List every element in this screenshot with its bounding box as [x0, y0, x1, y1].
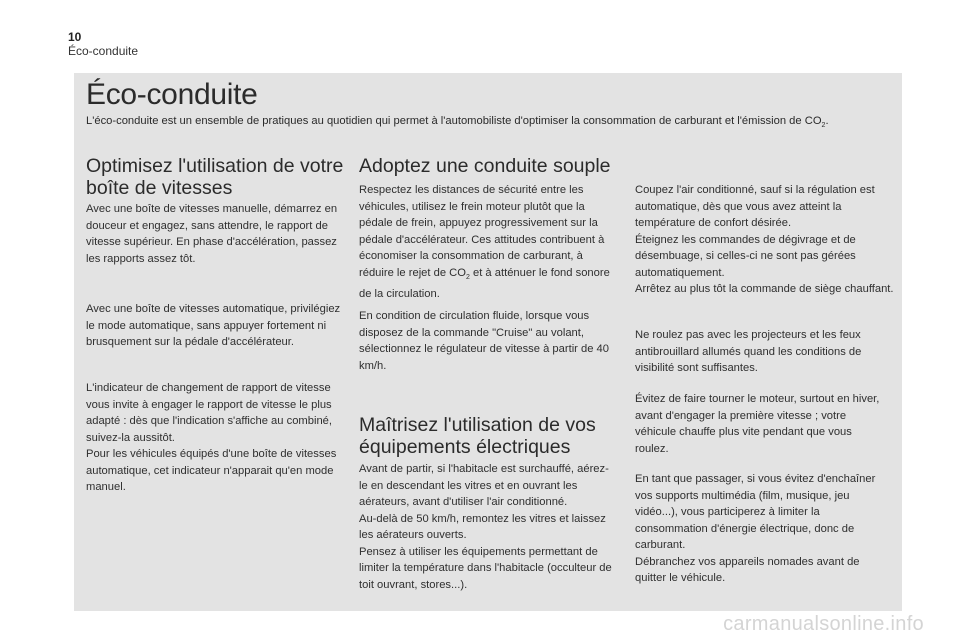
- paragraph-ventilation-line1: Avant de partir, si l'habitacle est surchauffé, aérez-le en descendant les vitres et en ouvrant les aérateurs, avant d'utiliser l'air conditionné.: [359, 463, 609, 508]
- paragraph-ac-line1: Coupez l'air conditionné, sauf si la régulation est automatique, dès que vous avez atteint la température de confort désirée.: [635, 184, 875, 229]
- heading-electrical-equipment: Maîtrisez l'utilisation de vos équipements électriques: [359, 414, 596, 458]
- section-header: Éco-conduite: [68, 44, 139, 58]
- paragraph-ventilation: [359, 461, 617, 593]
- paragraph-multimedia-line1: En tant que passager, si vous évitez d'enchaîner vos supports multimédia (film, musique, jeu vidéo...), vous participerez à limiter la consommation d'énergie électrique, donc de carburant.: [635, 473, 876, 551]
- page-number: 10: [68, 30, 82, 44]
- paragraph-safety-distance: Respectez les distances de sécurité entre les véhicules, utilisez le frein moteur plutôt que la pédale de frein, appuyez progressivement sur la pédale d'accélérateur. Ces attitudes contribuent à économiser la consommation de carburant, à réduire le rejet de $CO_2$ et à atténuer le fond sonore de la circulation.: [359, 184, 610, 301]
- paragraph-multimedia: [635, 471, 893, 587]
- paragraph-air-conditioning: [635, 182, 895, 298]
- paragraph-manual-gearbox: Avec une boîte de vitesses manuelle, démarrez en douceur et engagez, sans attendre, le rapport de vitesse supérieur. En phase d'accélération, passez les rapports assez tôt.: [86, 203, 338, 265]
- intro-paragraph: L'éco-conduite est un ensemble de pratiques au quotidien qui permet à l'automobiliste d'optimiser la consommation de carburant et l'émission de $CO_2$.: [86, 115, 829, 130]
- heading-gearbox: Optimisez l'utilisation de votre boîte de vitesses: [86, 155, 344, 199]
- paragraph-cruise-control: En condition de circulation fluide, lorsque vous disposez de la commande "Cruise" au volant, sélectionnez le régulateur de vitesse à partir de 40 km/h.: [359, 310, 610, 372]
- paragraph-ventilation-line3: Pensez à utiliser les équipements permettant de limiter la température dans l'habitacle (occulteur de toit ouvrant, stores...).: [359, 545, 612, 591]
- watermark-text: carmanualsonline.info: [723, 613, 924, 635]
- paragraph-automatic-gearbox: Avec une boîte de vitesses automatique, privilégiez le mode automatique, sans appuyer fortement ni brusquement sur la pédale d'accélérateur.: [86, 303, 341, 348]
- paragraph-engine-idle: Évitez de faire tourner le moteur, surtout en hiver, avant d'engager la première vitesse ; votre véhicule chauffe plus vite pendant que vous roulez.: [635, 393, 880, 455]
- heading-smooth-driving: Adoptez une conduite souple: [359, 155, 611, 177]
- paragraph-multimedia-line2: Débranchez vos appareils nomades avant de quitter le véhicule.: [635, 555, 860, 584]
- paragraph-ac-line2: Éteignez les commandes de dégivrage et de désembuage, si celles-ci ne sont pas gérées automatiquement.: [635, 233, 856, 279]
- paragraph-gear-indicator-line1: L'indicateur de changement de rapport de vitesse vous invite à engager le rapport de vitesse le plus adapté : dès que l'indication s'affiche au combiné, suivez-la aussitôt.: [86, 382, 333, 444]
- page-title: Éco-conduite: [86, 78, 258, 111]
- paragraph-gear-indicator: [86, 380, 350, 496]
- paragraph-ac-line3: Arrêtez au plus tôt la commande de siège chauffant.: [635, 283, 894, 295]
- paragraph-ventilation-line2: Au-delà de 50 km/h, remontez les vitres et laissez les aérateurs ouverts.: [359, 512, 606, 541]
- paragraph-gear-indicator-line2: Pour les véhicules équipés d'une boîte de vitesses automatique, cet indicateur n'apparait qu'en mode manuel.: [86, 448, 337, 493]
- paragraph-headlights: Ne roulez pas avec les projecteurs et les feux antibrouillard allumés quand les conditions de visibilité sont suffisantes.: [635, 329, 862, 374]
